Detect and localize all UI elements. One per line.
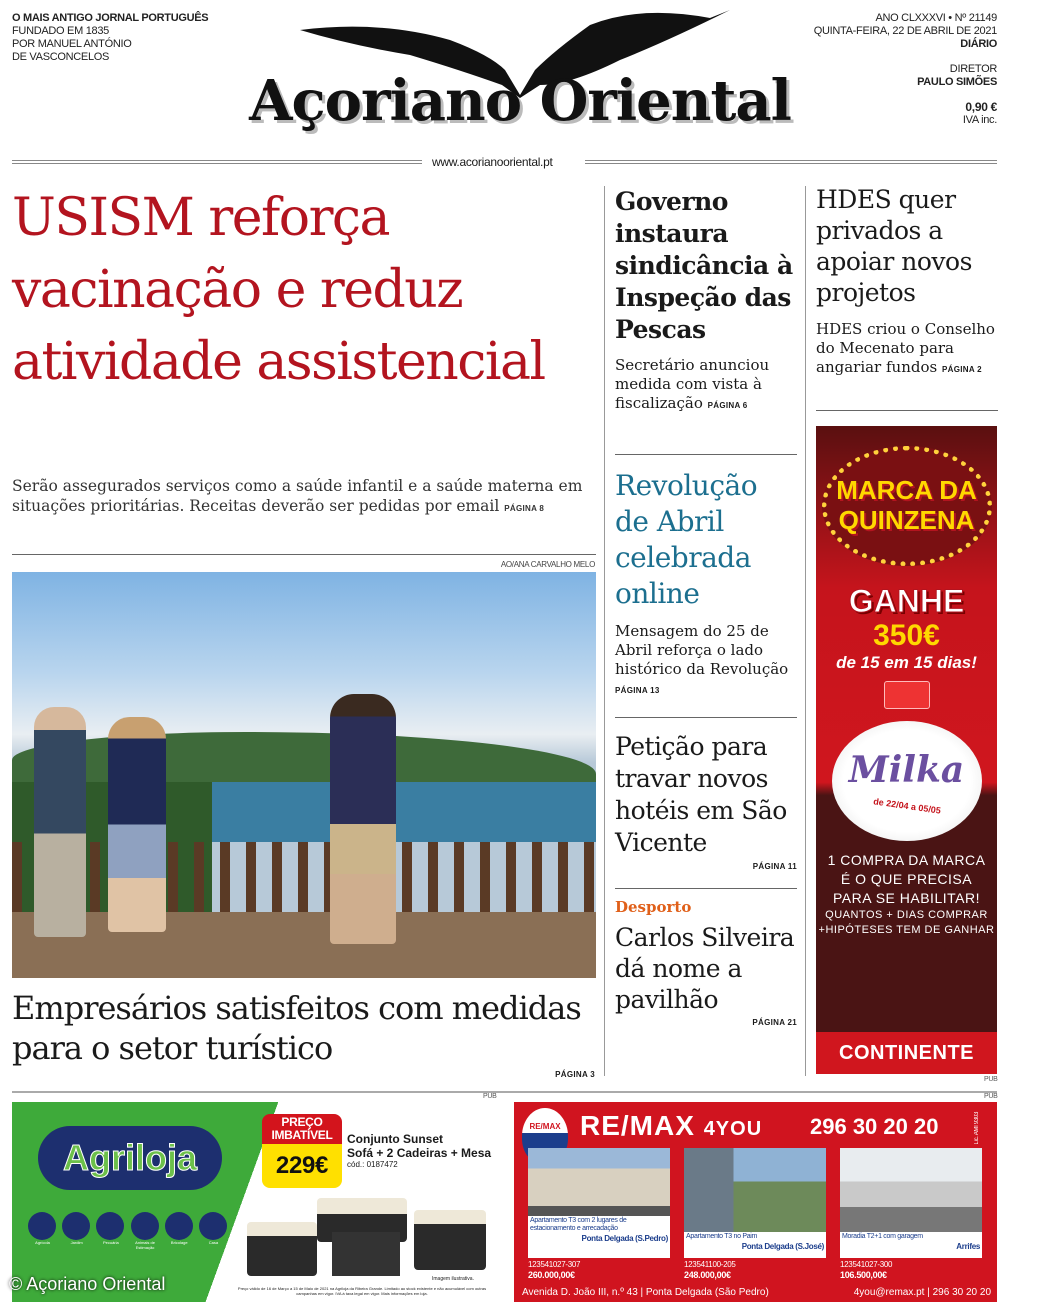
ad-frequency: de 15 em 15 dias! <box>836 653 977 672</box>
pub-label: PUB <box>984 1076 998 1083</box>
divider <box>615 454 797 455</box>
header-rule <box>12 160 422 164</box>
article-summary <box>816 320 998 379</box>
category-icon <box>96 1212 124 1240</box>
frequency: DIÁRIO <box>960 38 997 50</box>
article-hdes[interactable] <box>816 184 998 379</box>
article-headline: Revolução de Abril celebrada online <box>615 469 758 610</box>
chair-image <box>247 1222 317 1276</box>
founder: POR MANUEL ANTÓNIO <box>12 38 132 50</box>
category-label: Jardim <box>70 1240 83 1245</box>
category-icon <box>28 1212 56 1240</box>
ad-agriloja[interactable] <box>12 1102 494 1302</box>
badge-price: 229€ <box>262 1144 342 1188</box>
founded: FUNDADO EM 1835 <box>12 25 109 37</box>
listing-desc: Apartamento T3 com 2 lugares de estacionamento e arrecadação <box>530 1217 627 1232</box>
listing-desc: Moradia T2+1 com garagem <box>842 1233 923 1240</box>
article-headline: Governo instaura sindicância à Inspeção das Pescas <box>615 187 793 344</box>
listing-meta <box>684 1260 736 1281</box>
page-ref: PÁGINA 13 <box>615 686 660 695</box>
listing-card[interactable] <box>840 1148 982 1258</box>
listing-card[interactable] <box>684 1148 826 1258</box>
product-name: Sofá + 2 Cadeiras + Mesa <box>347 1146 492 1160</box>
category-icon <box>199 1212 227 1240</box>
photo-person <box>34 707 86 937</box>
chair-image <box>414 1210 486 1270</box>
balloon-brand: RE/MAX <box>529 1122 561 1131</box>
badge-label <box>262 1114 342 1144</box>
listing-location: Ponta Delgada (S.Pedro) <box>581 1234 668 1243</box>
tagline: O MAIS ANTIGO JORNAL PORTUGUÊS <box>12 12 209 24</box>
photo-deck <box>12 912 596 978</box>
product-code: cód.: 0187472 <box>347 1160 398 1169</box>
listing-ref: 123541100-205 <box>684 1260 736 1269</box>
date: QUINTA-FEIRA, 22 DE ABRIL DE 2021 <box>813 25 997 37</box>
listing-photo <box>684 1148 826 1232</box>
summary-text: Mensagem do 25 de Abril reforça o lado histórico da Revolução <box>615 622 789 678</box>
page-ref: PÁGINA 8 <box>504 504 545 513</box>
lead-photo <box>12 572 596 978</box>
divider <box>615 717 797 718</box>
lead-summary <box>12 476 602 519</box>
listing-location: Arrifes <box>956 1242 980 1251</box>
milka-logo <box>832 721 982 841</box>
article-desporto[interactable] <box>615 898 797 1027</box>
category-label: Agrícola <box>35 1240 50 1245</box>
remax-title <box>580 1110 762 1142</box>
listing-ref: 123541027-307 <box>528 1260 581 1269</box>
ad-line: +HIPÓTESES TEM DE GANHAR <box>818 924 995 936</box>
director-name: PAULO SIMÕES <box>917 76 997 88</box>
ad-continente[interactable] <box>816 426 997 1074</box>
promo-dates: de 22/04 a 05/05 <box>872 796 941 816</box>
listing-meta <box>840 1260 892 1281</box>
header-info-left <box>12 12 208 64</box>
listing-photo <box>528 1148 670 1216</box>
page-ref: PÁGINA 3 <box>555 1070 595 1079</box>
product-info <box>347 1132 492 1170</box>
listing-price: 248.000,00€ <box>684 1270 731 1280</box>
summary-text: HDES criou o Conselho do Mecenato para angariar fundos <box>816 320 995 376</box>
listing-photo <box>840 1148 982 1232</box>
ad-line: É O QUE PRECISA <box>840 871 973 887</box>
article-revolucao[interactable] <box>615 468 797 700</box>
pub-label: PUB <box>483 1093 497 1100</box>
issue-number: ANO CLXXXVI • Nº 21149 <box>875 12 997 24</box>
page-ref: PÁGINA 11 <box>752 862 797 871</box>
category <box>62 1212 91 1250</box>
ad-line: PARA SE HABILITAR! <box>833 890 980 906</box>
category-icon <box>165 1212 193 1240</box>
lead-headline[interactable]: USISM reforça vacinação e reduz atividade assistencial <box>12 188 545 392</box>
article-headline: Carlos Silveira dá nome a pavilhão <box>615 923 795 1014</box>
remax-brand: RE/MAX <box>580 1110 695 1141</box>
listing-card[interactable] <box>528 1148 670 1258</box>
header-rule <box>585 160 997 164</box>
page-ref: PÁGINA 21 <box>752 1018 797 1027</box>
ads-rule <box>12 1091 997 1093</box>
article-pescas[interactable] <box>615 186 797 415</box>
category-label: Animais de Estimação <box>135 1240 155 1250</box>
column-divider <box>805 186 806 1076</box>
listing-price: 260.000,00€ <box>528 1270 575 1280</box>
photo-headline[interactable]: Empresários satisfeitos com medidas para o setor turístico <box>12 989 581 1067</box>
ad-remax[interactable] <box>514 1102 997 1302</box>
section-label: Desporto <box>615 898 692 916</box>
continente-logo: CONTINENTE <box>816 1032 997 1074</box>
ad-title: MARCA DA <box>836 475 977 505</box>
listing-ref: 123541027-300 <box>840 1260 893 1269</box>
ad-line: QUANTOS + DIAS COMPRAR <box>825 909 988 921</box>
divider <box>816 410 998 411</box>
article-summary <box>615 356 797 415</box>
article-headline: Petição para travar novos hotéis em São Vicente <box>615 732 787 857</box>
category <box>28 1212 57 1250</box>
page-ref: PÁGINA 2 <box>941 365 982 374</box>
category-icon <box>62 1212 90 1240</box>
photo-credit: AO/ANA CARVALHO MELO <box>500 560 595 569</box>
article-peticao[interactable] <box>615 731 797 871</box>
price: 0,90 € <box>965 100 997 114</box>
category <box>131 1212 160 1250</box>
masthead-logo: Açoriano Oriental <box>249 68 791 134</box>
category-label: Casa <box>208 1240 219 1245</box>
ad-line: 1 COMPRA DA MARCA <box>827 852 986 868</box>
ad-win: GANHE <box>848 583 965 619</box>
listing-desc: Apartamento T3 no Paim <box>686 1233 758 1240</box>
column-divider <box>604 186 605 1076</box>
divider <box>615 888 797 889</box>
license: Lic. AMI 9303 <box>974 1112 980 1145</box>
photo-fence <box>12 842 596 922</box>
ad-conditions <box>816 851 997 938</box>
page-ref: PÁGINA 6 <box>707 401 748 410</box>
card-icon <box>884 681 930 709</box>
director-label: DIRETOR <box>949 63 997 75</box>
website-link[interactable]: www.acorianooriental.pt <box>432 155 553 169</box>
remax-address: Avenida D. João III, n.º 43 | Ponta Delgada (São Pedro) <box>522 1287 769 1298</box>
table-image <box>332 1232 400 1276</box>
founder: DE VASCONCELOS <box>12 51 110 63</box>
remax-contact[interactable]: 4you@remax.pt | 296 30 20 20 <box>853 1287 991 1298</box>
agriloja-logo: Agriloja <box>38 1126 222 1190</box>
listing-price: 106.500,00€ <box>840 1270 887 1280</box>
category-icon <box>131 1212 159 1240</box>
category <box>199 1212 228 1250</box>
product-name: Conjunto Sunset <box>347 1132 443 1146</box>
vat-note: IVA inc. <box>962 114 997 126</box>
article-summary <box>615 622 797 700</box>
category-icons <box>28 1212 228 1250</box>
divider <box>12 554 596 555</box>
listing-meta <box>528 1260 580 1281</box>
summary-text: Secretário anunciou medida com vista à fiscalização <box>615 356 770 412</box>
article-headline: HDES quer privados a apoiar novos projetos <box>816 185 972 307</box>
copyright-watermark: © Açoriano Oriental <box>9 1274 166 1294</box>
category-label: Bricolage <box>170 1240 188 1245</box>
price-badge <box>262 1114 342 1188</box>
photo-person <box>108 717 166 932</box>
category <box>165 1212 194 1250</box>
milka-brand: Milka <box>848 749 965 791</box>
header-info-right <box>814 12 997 127</box>
category-label: Pecuária <box>102 1240 119 1245</box>
pub-label: PUB <box>984 1093 998 1100</box>
category <box>96 1212 125 1250</box>
marca-quinzena-badge <box>822 446 992 566</box>
image-note: Imagem ilustrativa. <box>432 1276 474 1282</box>
ad-title: QUINZENA <box>838 505 975 535</box>
lead-summary-text: Serão assegurados serviços como a saúde infantil e a saúde materna em situações prioritárias. Receitas deverão ser pedidas por email <box>12 477 583 515</box>
listing-location: Ponta Delgada (S.José) <box>741 1242 824 1251</box>
remax-phone[interactable]: 296 30 20 20 <box>810 1114 939 1139</box>
badge-text: IMBATÍVEL <box>271 1128 333 1142</box>
remax-office: 4YOU <box>703 1118 763 1140</box>
ad-amount: 350€ <box>873 619 940 652</box>
photo-person <box>330 694 396 944</box>
badge-text: PREÇO <box>281 1115 323 1129</box>
fine-print: Preço válido de 16 de Março a 15 de Maio de 2021 na Agriloja da Ribeira Grande. Limitado ao stock existente e não acumulável com outras campanhas em vigor. IVA à taxa legal em vigor. Mais informações em loja. <box>237 1286 487 1296</box>
